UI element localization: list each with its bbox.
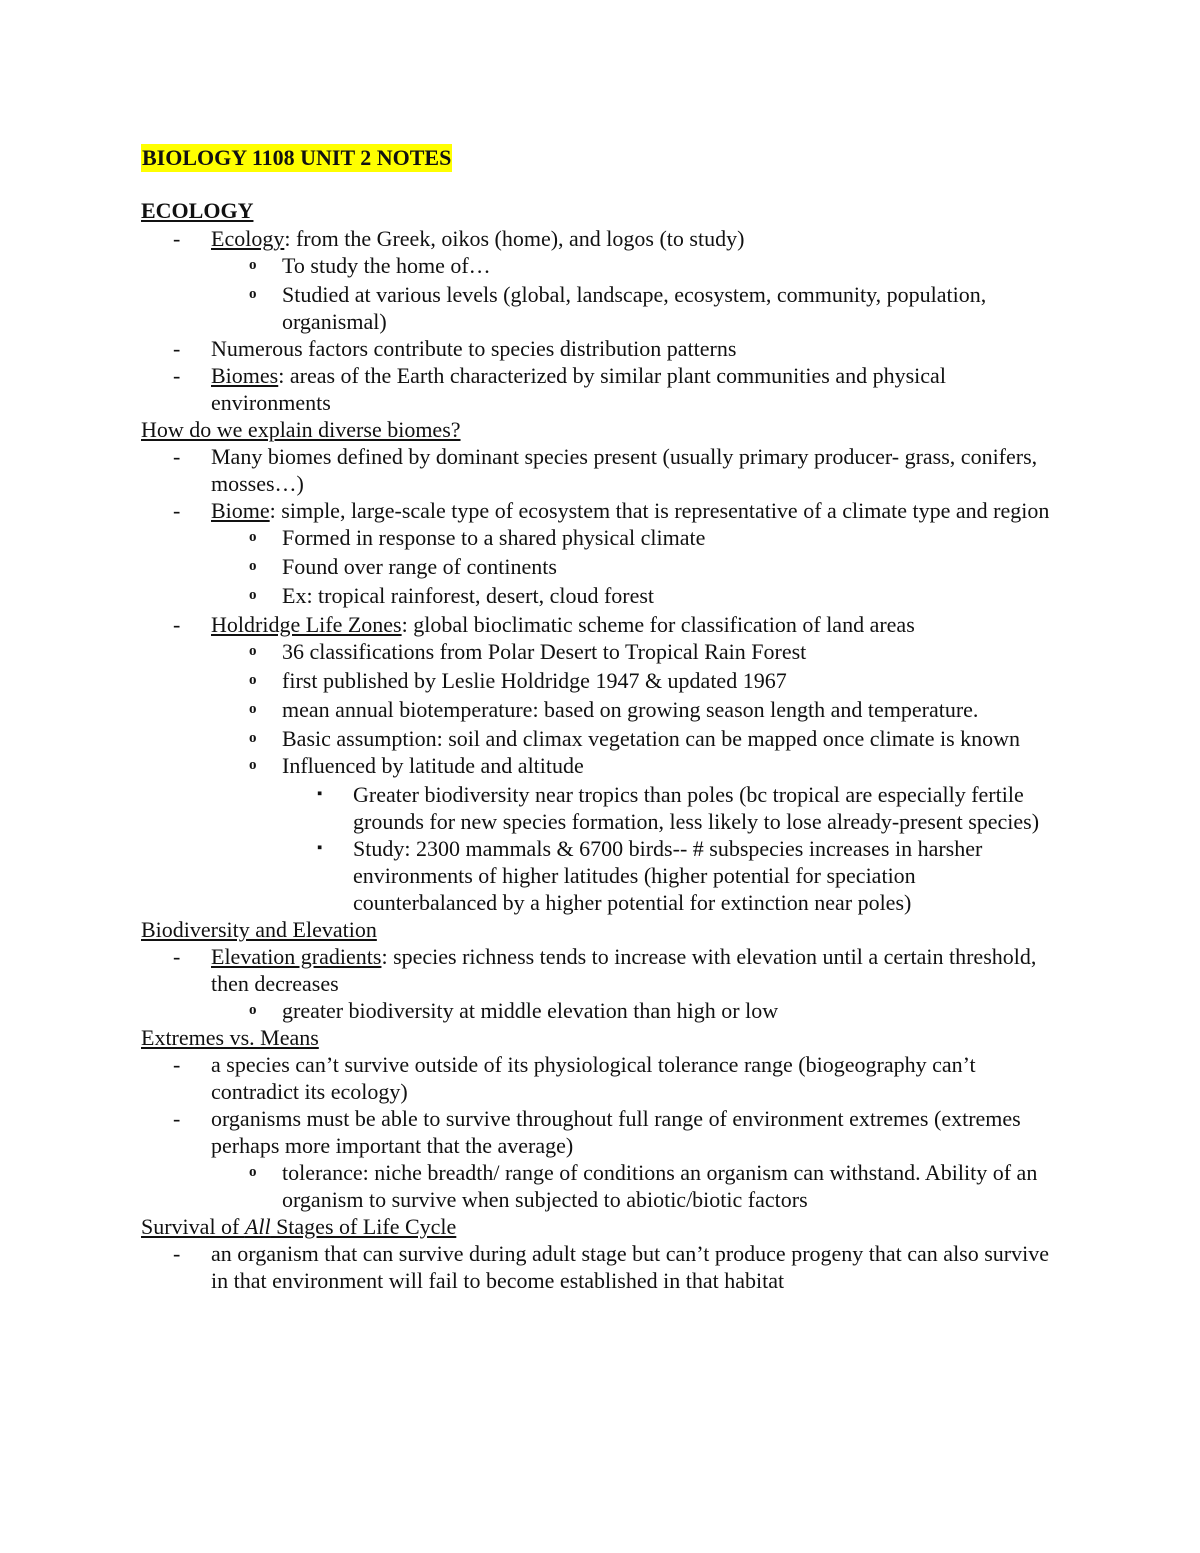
item-text: Ex: tropical rainforest, desert, cloud forest [282,583,655,608]
item-text: first published by Leslie Holdridge 1947 & updated 1967 [282,668,787,693]
term-biomes: Biomes [211,363,279,388]
list-item [141,835,1061,916]
list-item [141,553,1061,580]
definition-text: : species richness tends to increase with elevation until a certain threshold, then decreases [211,944,1037,996]
list-item [141,524,1061,551]
item-text: a species can’t survive outside of its physiological tolerance range (biogeography can’t contradict its ecology) [211,1052,976,1104]
item-text: Numerous factors contribute to species distribution patterns [211,336,737,361]
dash-marker: - [173,944,181,969]
document-title: BIOLOGY 1108 UNIT 2 NOTES [142,145,452,170]
section-heading-elevation: Biodiversity and Elevation [141,917,377,942]
list-item [141,362,1061,416]
item-text: 36 classifications from Polar Desert to Tropical Rain Forest [282,639,807,664]
list-item [141,443,1061,497]
item-text: Greater biodiversity near tropics than poles (bc tropical are especially fertile grounds for new species formation, less likely to lose already-present species) [353,782,1040,834]
list-item [141,943,1061,997]
list-item [141,752,1061,779]
notes-body [141,197,1061,1294]
circle-bullet-icon: o [249,587,257,603]
dash-marker: - [173,226,181,251]
circle-bullet-icon: o [249,529,257,545]
section-heading-biomes: How do we explain diverse biomes? [141,417,461,442]
item-text: Study: 2300 mammals & 6700 birds-- # subspecies increases in harsher environments of higher latitudes (higher potential for speciation counterbalanced by a higher potential for extinction near poles) [353,836,983,915]
square-bullet-icon: ▪ [317,786,323,802]
circle-bullet-icon: o [249,701,257,717]
circle-bullet-icon: o [249,730,257,746]
heading-part: Stages of Life Cycle [270,1214,457,1239]
list-item [141,997,1061,1024]
list-item [141,611,1061,638]
definition-text: : global bioclimatic scheme for classification of land areas [401,612,915,637]
list-item [141,1051,1061,1105]
heading-emphasis: All [244,1214,271,1239]
list-item [141,252,1061,279]
circle-bullet-icon: o [249,558,257,574]
heading-part: Survival of [141,1214,245,1239]
list-item [141,497,1061,524]
item-text: mean annual biotemperature: based on growing season length and temperature. [282,697,979,722]
section-heading-extremes: Extremes vs. Means [141,1025,319,1050]
dash-marker: - [173,1106,181,1131]
circle-bullet-icon: o [249,257,257,273]
list-item [141,781,1061,835]
list-item [141,225,1061,252]
item-text: greater biodiversity at middle elevation than high or low [282,998,779,1023]
list-item [141,1159,1061,1213]
dash-marker: - [173,363,181,388]
list-item [141,335,1061,362]
list-item [141,696,1061,723]
term-elevation-gradients: Elevation gradients [211,944,382,969]
item-text: Influenced by latitude and altitude [282,753,584,778]
definition-text: : simple, large-scale type of ecosystem that is representative of a climate type and region [269,498,1050,523]
list-item [141,725,1061,752]
dash-marker: - [173,1241,181,1266]
term-biome: Biome [211,498,270,523]
item-text: organisms must be able to survive throughout full range of environment extremes (extremes perhaps more important that the average) [211,1106,1021,1158]
circle-bullet-icon: o [249,757,257,773]
item-text: Basic assumption: soil and climax vegetation can be mapped once climate is known [282,726,1021,751]
circle-bullet-icon: o [249,672,257,688]
dash-marker: - [173,1052,181,1077]
item-text: an organism that can survive during adult stage but can’t produce progeny that can also survive in that environment will fail to become established in that habitat [211,1241,1050,1293]
item-text: Studied at various levels (global, landscape, ecosystem, community, population, organismal) [282,282,987,334]
list-item [141,582,1061,609]
item-text: Found over range of continents [282,554,557,579]
dash-marker: - [173,498,181,523]
list-item [141,638,1061,665]
definition-text: : areas of the Earth characterized by similar plant communities and physical environments [211,363,946,415]
ecology-heading: ECOLOGY [141,198,254,223]
term-holdridge: Holdridge Life Zones [211,612,402,637]
item-text: Many biomes defined by dominant species present (usually primary producer- grass, conifers, mosses…) [211,444,1038,496]
section-heading-survival [141,1213,1061,1240]
list-item [141,1240,1061,1294]
item-text: Formed in response to a shared physical climate [282,525,706,550]
dash-marker: - [173,444,181,469]
circle-bullet-icon: o [249,286,257,302]
item-text: To study the home of… [282,253,491,278]
definition-text: : from the Greek, oikos (home), and logos (to study) [284,226,745,251]
term-ecology: Ecology [211,226,285,251]
circle-bullet-icon: o [249,1164,257,1180]
circle-bullet-icon: o [249,1002,257,1018]
dash-marker: - [173,336,181,361]
item-text: tolerance: niche breadth/ range of conditions an organism can withstand. Ability of an organism to survive when subjected to abiotic/biotic factors [282,1160,1038,1212]
list-item [141,281,1061,335]
square-bullet-icon: ▪ [317,840,323,856]
list-item [141,1105,1061,1159]
circle-bullet-icon: o [249,643,257,659]
dash-marker: - [173,612,181,637]
list-item [141,667,1061,694]
